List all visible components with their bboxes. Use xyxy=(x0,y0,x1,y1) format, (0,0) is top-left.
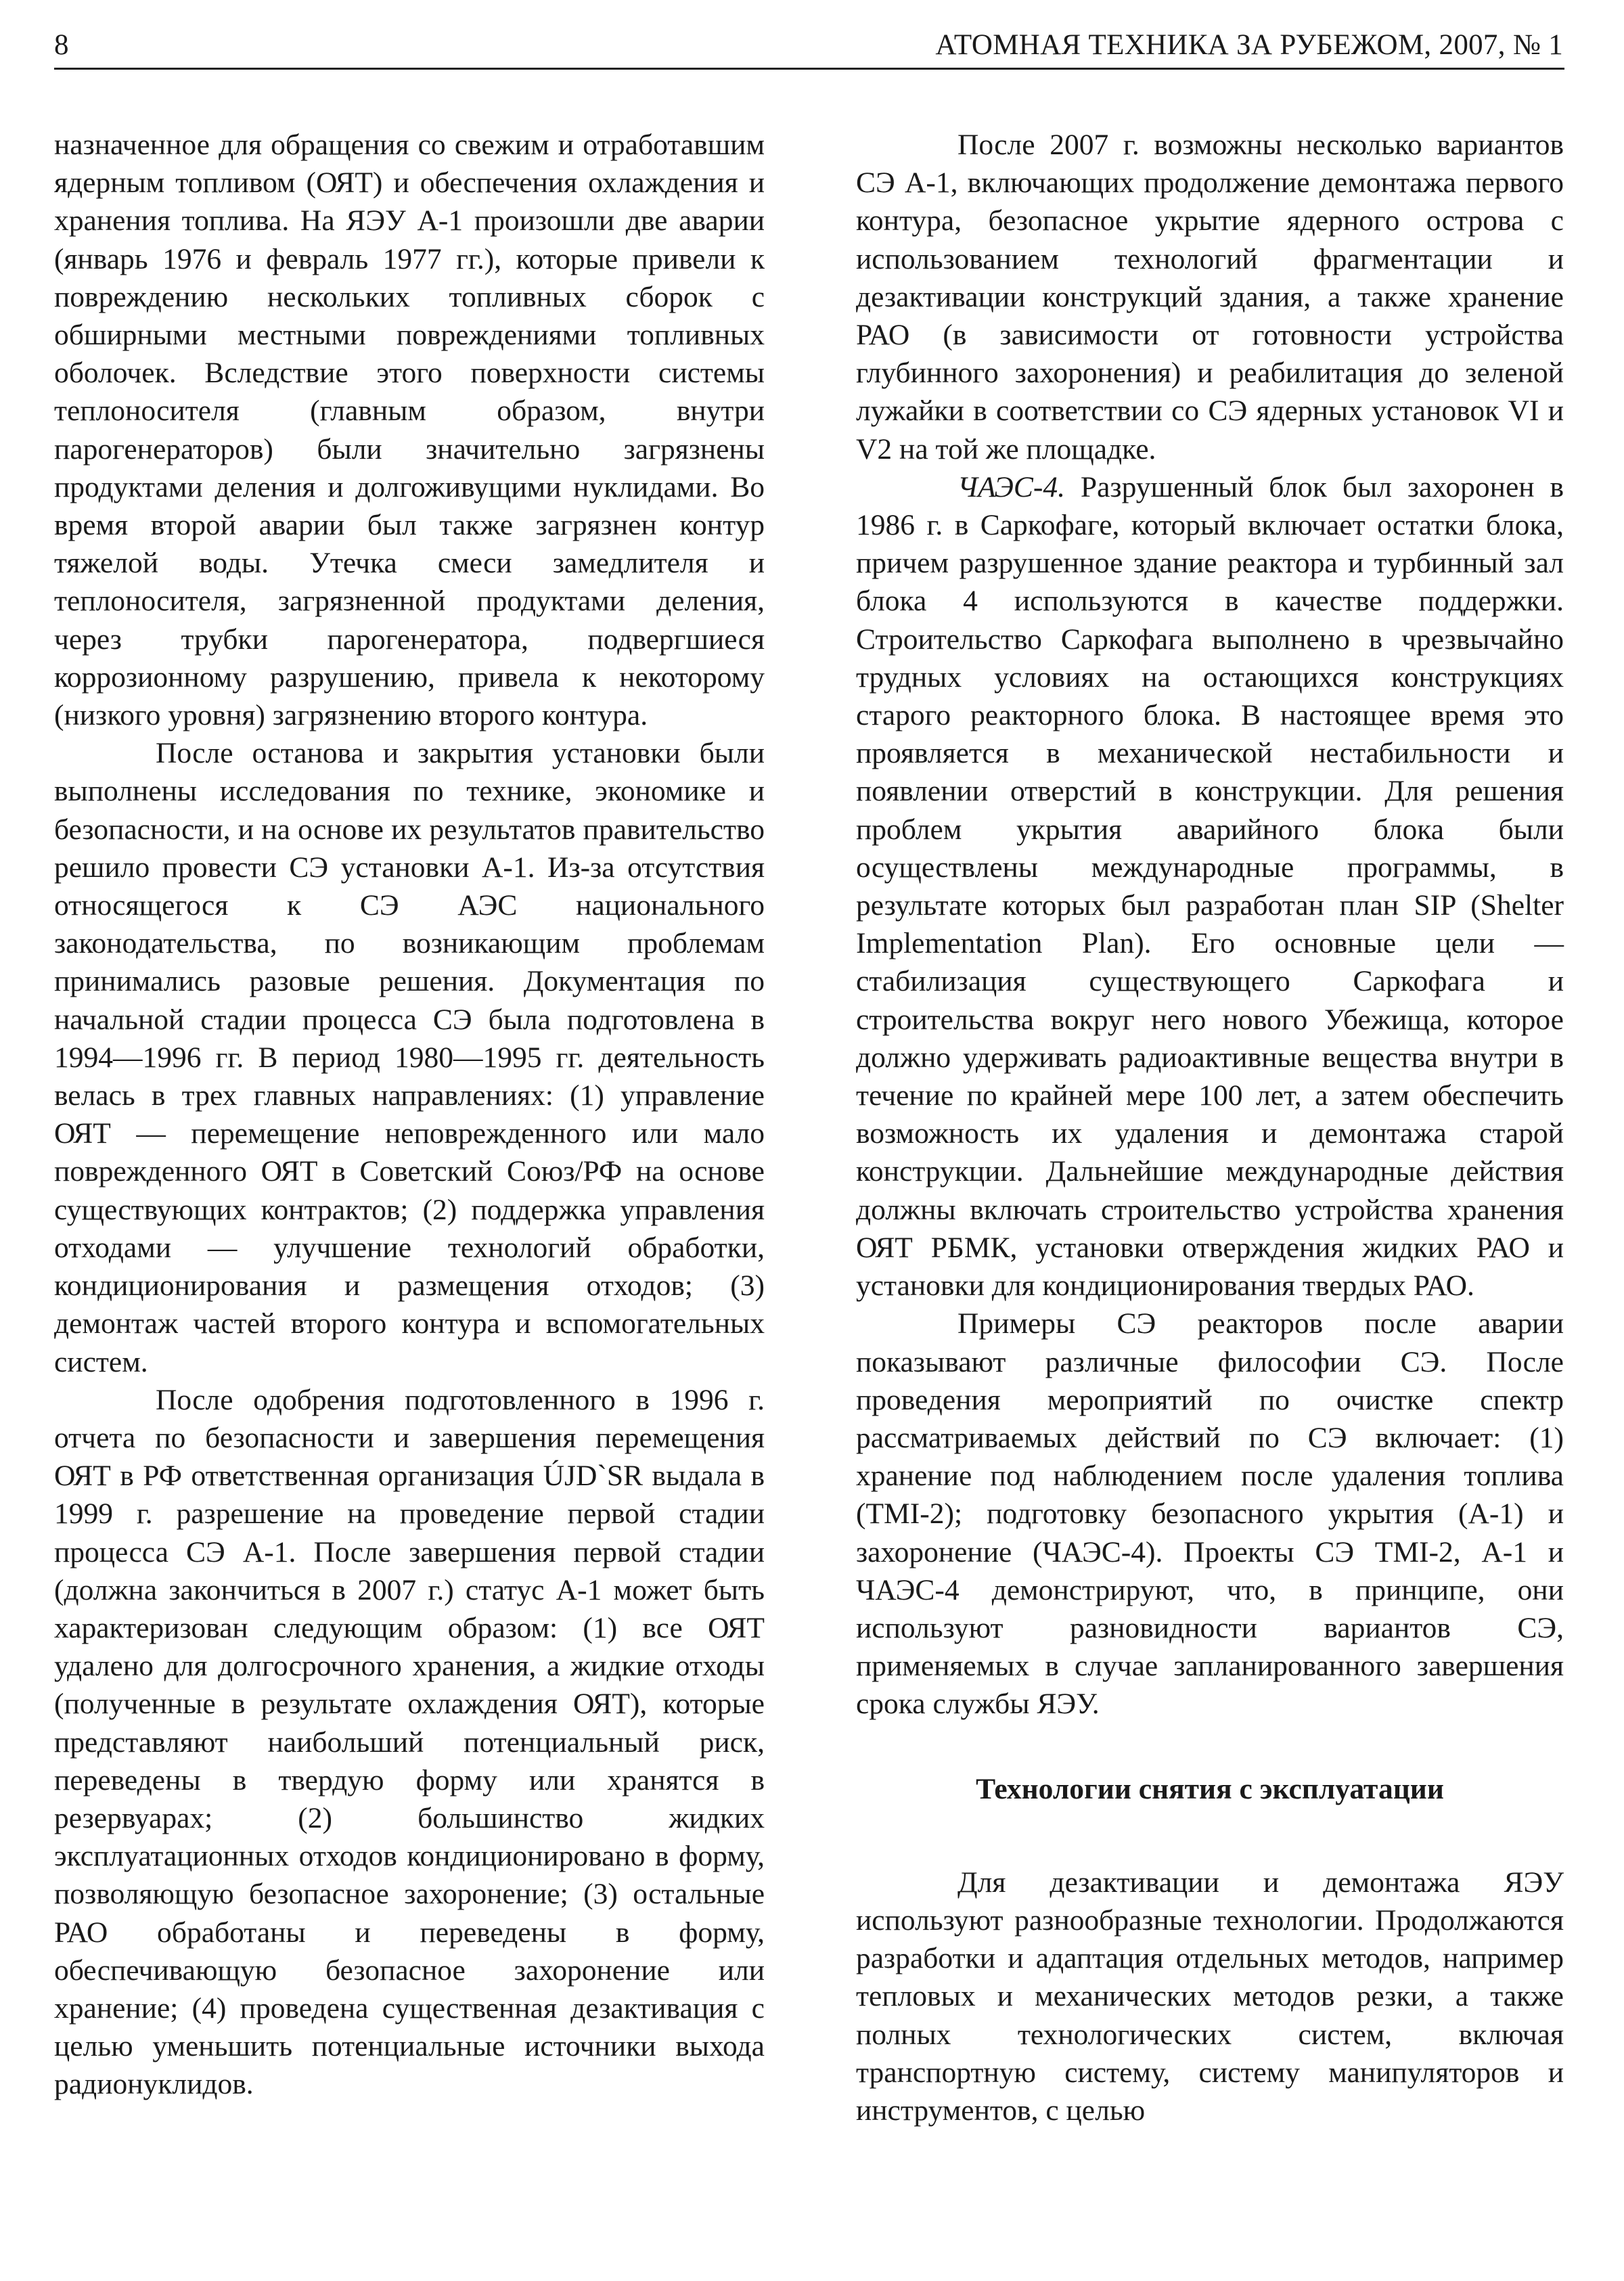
paragraph: После останова и закрытия установки были выполнены исследования по технике, экономике и безопасности, и на основе их результатов правительство решило провести СЭ установки А-1. Из-за отсутствия относящегося к СЭ АЭС национального законодательства, по возникающим проблемам принимались разовые решения. Документация по начальной стадии процесса СЭ была подготовлена в 1994—1996 гг. В период 1980—1995 гг. деятельность велась в трех главных направлениях: (1) управление ОЯТ — перемещение неповрежденного или мало поврежденного ОЯТ в Советский Союз/РФ на основе существующих контрактов; (2) поддержка управления отходами — улучшение технологий обработки, кондиционирования и размещения отходов; (3) демонтаж частей второго контура и вспомогательных систем. xyxy=(54,737,765,1378)
header-rule xyxy=(54,68,1564,70)
paragraph-body: Разрушенный блок был захоронен в 1986 г. в Саркофаге, который включает остатки блока, причем разрушенное здание реактора и турбинный зал блока 4 используются в качестве поддержки. Строительство Саркофага выполнено в чрезвычайно трудных условиях на остающихся конструкциях старого реакторного блока. В настоящее время это проявляется в механической нестабильности и появлении отверстий в конструкции. Для решения проблем укрытия аварийного блока были осуществлены международные программы, в результате которых был разработан план SIP (Shelter Implementation Plan). Его основные цели — стабилизация существующего Саркофага и строительства вокруг него нового Убежища, которое должно удерживать радиоактивные вещества внутри в течение по крайней мере 100 лет, а затем обеспечить возможность их удаления и демонтажа старой конструкции. Дальнейшие международные действия должны включать строительство устройства хранения ОЯТ РБМК, установки отверждения жидких РАО и установки для кондиционирования твердых РАО. xyxy=(856,470,1564,1303)
paragraph: После 2007 г. возможны несколько вариантов СЭ А-1, включающих продолжение демонтажа первого контура, безопасное укрытие ядерного острова с использованием технологий фрагментации и дезактивации конструкций здания, а также хранение РАО (в зависимости от готовности устройства глубинного захоронения) и реабилитация до зеленой лужайки в соответствии со СЭ ядерных установок VI и V2 на той же площадке. xyxy=(856,129,1564,466)
paragraph: Примеры СЭ реакторов после аварии показывают различные философии СЭ. После проведения мероприятий по очистке спектр рассматриваемых действий по СЭ включает: (1) хранение под наблюдением после удаления топлива (TMI-2); подготовку безопасного укрытия (А-1) и захоронение (ЧАЭС-4). Проекты СЭ TMI-2, А-1 и ЧАЭС-4 демонстрируют, что, в принципе, они используют разновидности вариантов СЭ, применяемых в случае запланированного завершения срока службы ЯЭУ. xyxy=(856,1307,1564,1721)
paragraph: После одобрения подготовленного в 1996 г. отчета по безопасности и завершения перемещения ОЯТ в РФ ответственная организация ÚJD`SR выдала в 1999 г. разрешение на проведение первой стадии процесса СЭ А-1. После завершения первой стадии (должна закончиться в 2007 г.) статус А-1 может быть характеризован следующим образом: (1) все ОЯТ удалено для долгосрочного хранения, а жидкие отходы (полученные в результате охлаждения ОЯТ), которые представляют наибольший потенциальный риск, переведены в твердую форму или хранятся в резервуарах; (2) большинство жидких эксплуатационных отходов кондиционировано в форму, позволяющую безопасное захоронение; (3) остальные РАО обработаны и переведены в форму, обеспечивающую безопасное захоронение или хранение; (4) проведена существенная дезактивация с целью уменьшить потенциальные источники выхода радионуклидов. xyxy=(54,1383,765,2101)
section-heading: Технологии снятия с эксплуатации xyxy=(976,1772,1444,1805)
running-header xyxy=(54,26,1563,65)
paragraph: назначенное для обращения со свежим и отработавшим ядерным топливом (ОЯТ) и обеспечения охлаждения и хранения топлива. На ЯЭУ А-1 произошли две аварии (январь 1976 и февраль 1977 гг.), которые привели к повреждению нескольких топливных сборок с обширными местными повреждениями топливных оболочек. Вследствие этого поверхности системы теплоносителя (главным образом, внутри парогенераторов) были значительно загрязнены продуктами деления и долгоживущими нуклидами. Во время второй аварии был также загрязнен контур тяжелой воды. Утечка смеси замедлителя и теплоносителя, загрязненной продуктами деления, через трубки парогенератора, подвергшиеся коррозионному разрушению, привела к некоторому (низкого уровня) загрязнению второго контура. xyxy=(54,129,765,732)
paragraph-lead: ЧАЭС-4. xyxy=(957,470,1065,503)
left-column xyxy=(54,126,765,2264)
journal-title: АТОМНАЯ ТЕХНИКА ЗА РУБЕЖОМ, 2007, № 1 xyxy=(935,29,1563,61)
paragraph: Для дезактивации и демонтажа ЯЭУ используют разнообразные технологии. Продолжаются разработки и адаптация отдельных методов, например тепловых и механических методов резки, а также полных технологических систем, включая транспортную систему, систему манипуляторов и инструментов, с целью xyxy=(856,1866,1564,2127)
paragraph-chaes xyxy=(856,468,1564,1305)
page-number: 8 xyxy=(54,29,69,61)
right-column xyxy=(856,126,1564,2264)
